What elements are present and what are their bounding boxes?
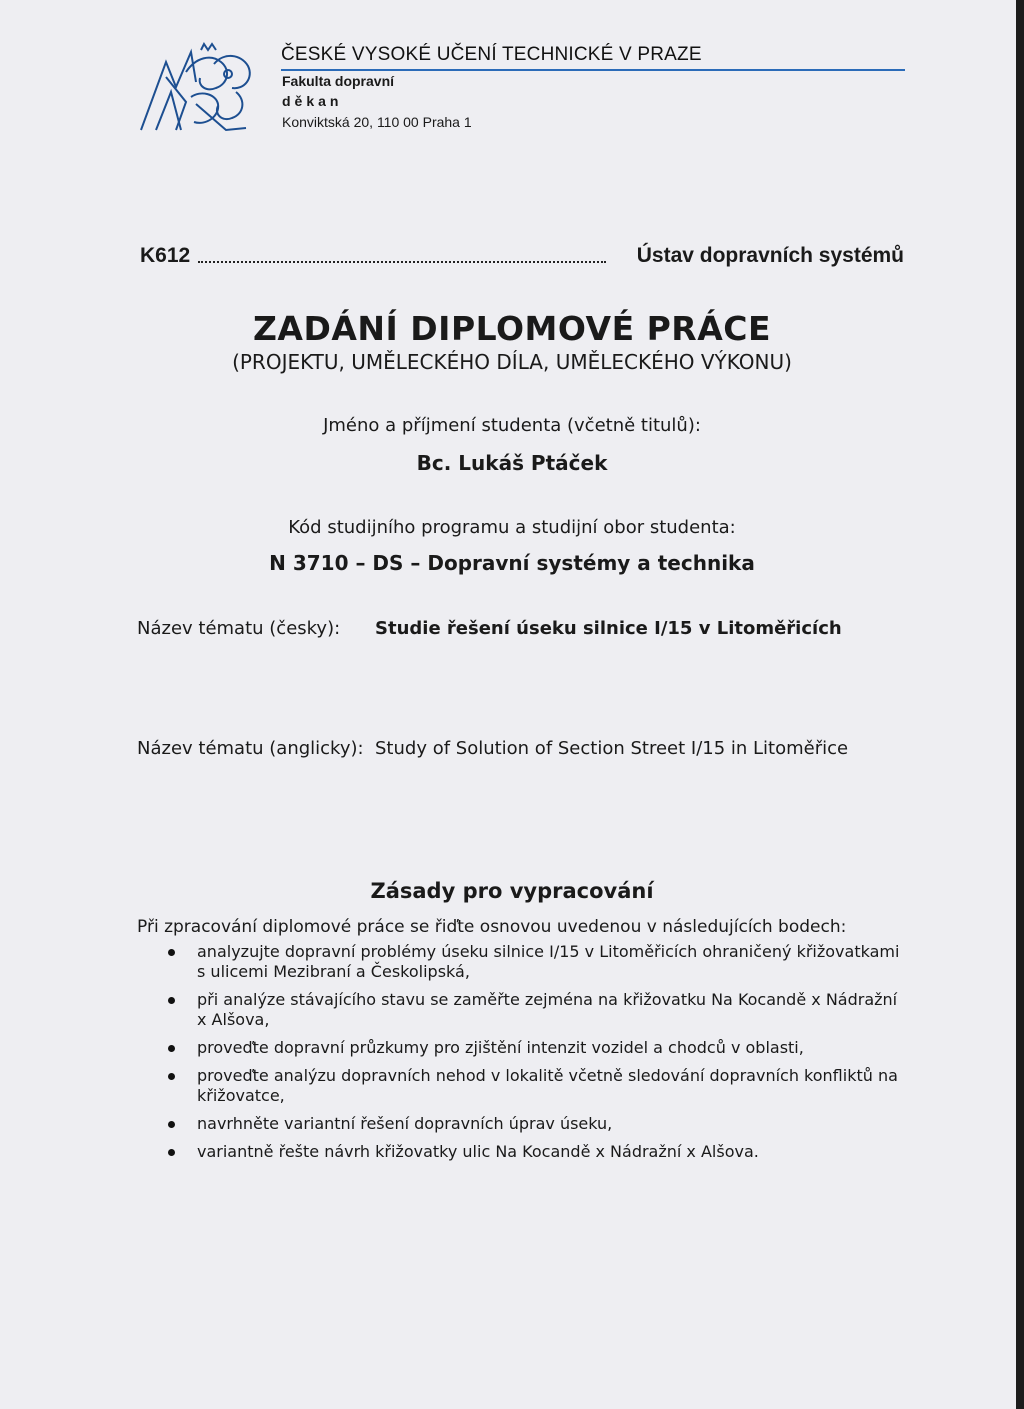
- dean-label: děkan: [282, 93, 343, 109]
- scan-edge: [1016, 0, 1024, 1409]
- list-item: [165, 942, 905, 982]
- topic-cz-row: [137, 618, 842, 639]
- guidelines-list: [165, 942, 905, 1170]
- university-lion-logo-icon: [136, 42, 256, 134]
- bullet-icon: [168, 997, 175, 1004]
- list-item-text: proveďte analýzu dopravních nehod v lokalitě včetně sledování dopravních konfliktů na křižovatce,: [197, 1066, 898, 1105]
- list-item: [165, 1142, 905, 1162]
- list-item-text: při analýze stávajícího stavu se zaměřte zejména na křižovatku Na Kocandě x Nádražní x Alšova,: [197, 990, 898, 1029]
- department-name: Ústav dopravních systémů: [636, 244, 904, 267]
- guidelines-intro: Při zpracování diplomové práce se řiďte osnovou uvedenou v následujících bodech:: [137, 917, 847, 937]
- faculty-name: Fakulta dopravní: [282, 73, 395, 89]
- topic-cz-value: Studie řešení úseku silnice I/15 v Litoměřicích: [375, 618, 842, 639]
- student-label: Jméno a příjmení studenta (včetně titulů):: [323, 415, 701, 436]
- list-item-text: proveďte dopravní průzkumy pro zjištění intenzit vozidel a chodců v oblasti,: [197, 1038, 804, 1057]
- bullet-icon: [168, 1045, 175, 1052]
- list-item-text: navrhněte variantní řešení dopravních úprav úseku,: [197, 1114, 613, 1133]
- program-label: Kód studijního programu a studijní obor studenta:: [288, 517, 736, 538]
- topic-en-label: Název tématu (anglicky):: [137, 738, 364, 759]
- bullet-icon: [168, 1121, 175, 1128]
- list-item: [165, 1038, 905, 1058]
- topic-en-value: Study of Solution of Section Street I/15 in Litoměřice: [375, 738, 849, 759]
- topic-en-row: [137, 738, 849, 759]
- list-item-text: analyzujte dopravní problémy úseku silnice I/15 v Litoměřicích ohraničený křižovatkami s ulicemi Mezibraní a Českolipská,: [197, 942, 900, 981]
- list-item: [165, 1114, 905, 1134]
- list-item-text: variantně řešte návrh křižovatky ulic Na Kocandě x Nádražní x Alšova.: [197, 1142, 759, 1161]
- university-name: ČESKÉ VYSOKÉ UČENÍ TECHNICKÉ V PRAZE: [281, 44, 702, 65]
- program-value: N 3710 – DS – Dopravní systémy a technika: [269, 551, 755, 575]
- document-title: ZADÁNÍ DIPLOMOVÉ PRÁCE: [252, 309, 772, 348]
- bullet-icon: [168, 1149, 175, 1156]
- list-item: [165, 1066, 905, 1106]
- document-subtitle: (PROJEKTU, UMĚLECKÉHO DÍLA, UMĚLECKÉHO VÝKONU): [232, 350, 792, 374]
- student-name: Bc. Lukáš Ptáček: [416, 451, 608, 475]
- department-code: K612: [140, 244, 191, 267]
- department-line: [140, 244, 904, 272]
- guidelines-heading: Zásady pro vypracování: [370, 879, 654, 903]
- header-rule: [281, 69, 905, 71]
- list-item: [165, 990, 905, 1030]
- topic-cz-label: Název tématu (česky):: [137, 618, 341, 639]
- bullet-icon: [168, 1073, 175, 1080]
- bullet-icon: [168, 949, 175, 956]
- dotted-leader: [198, 261, 606, 263]
- faculty-address: Konviktská 20, 110 00 Praha 1: [282, 114, 472, 130]
